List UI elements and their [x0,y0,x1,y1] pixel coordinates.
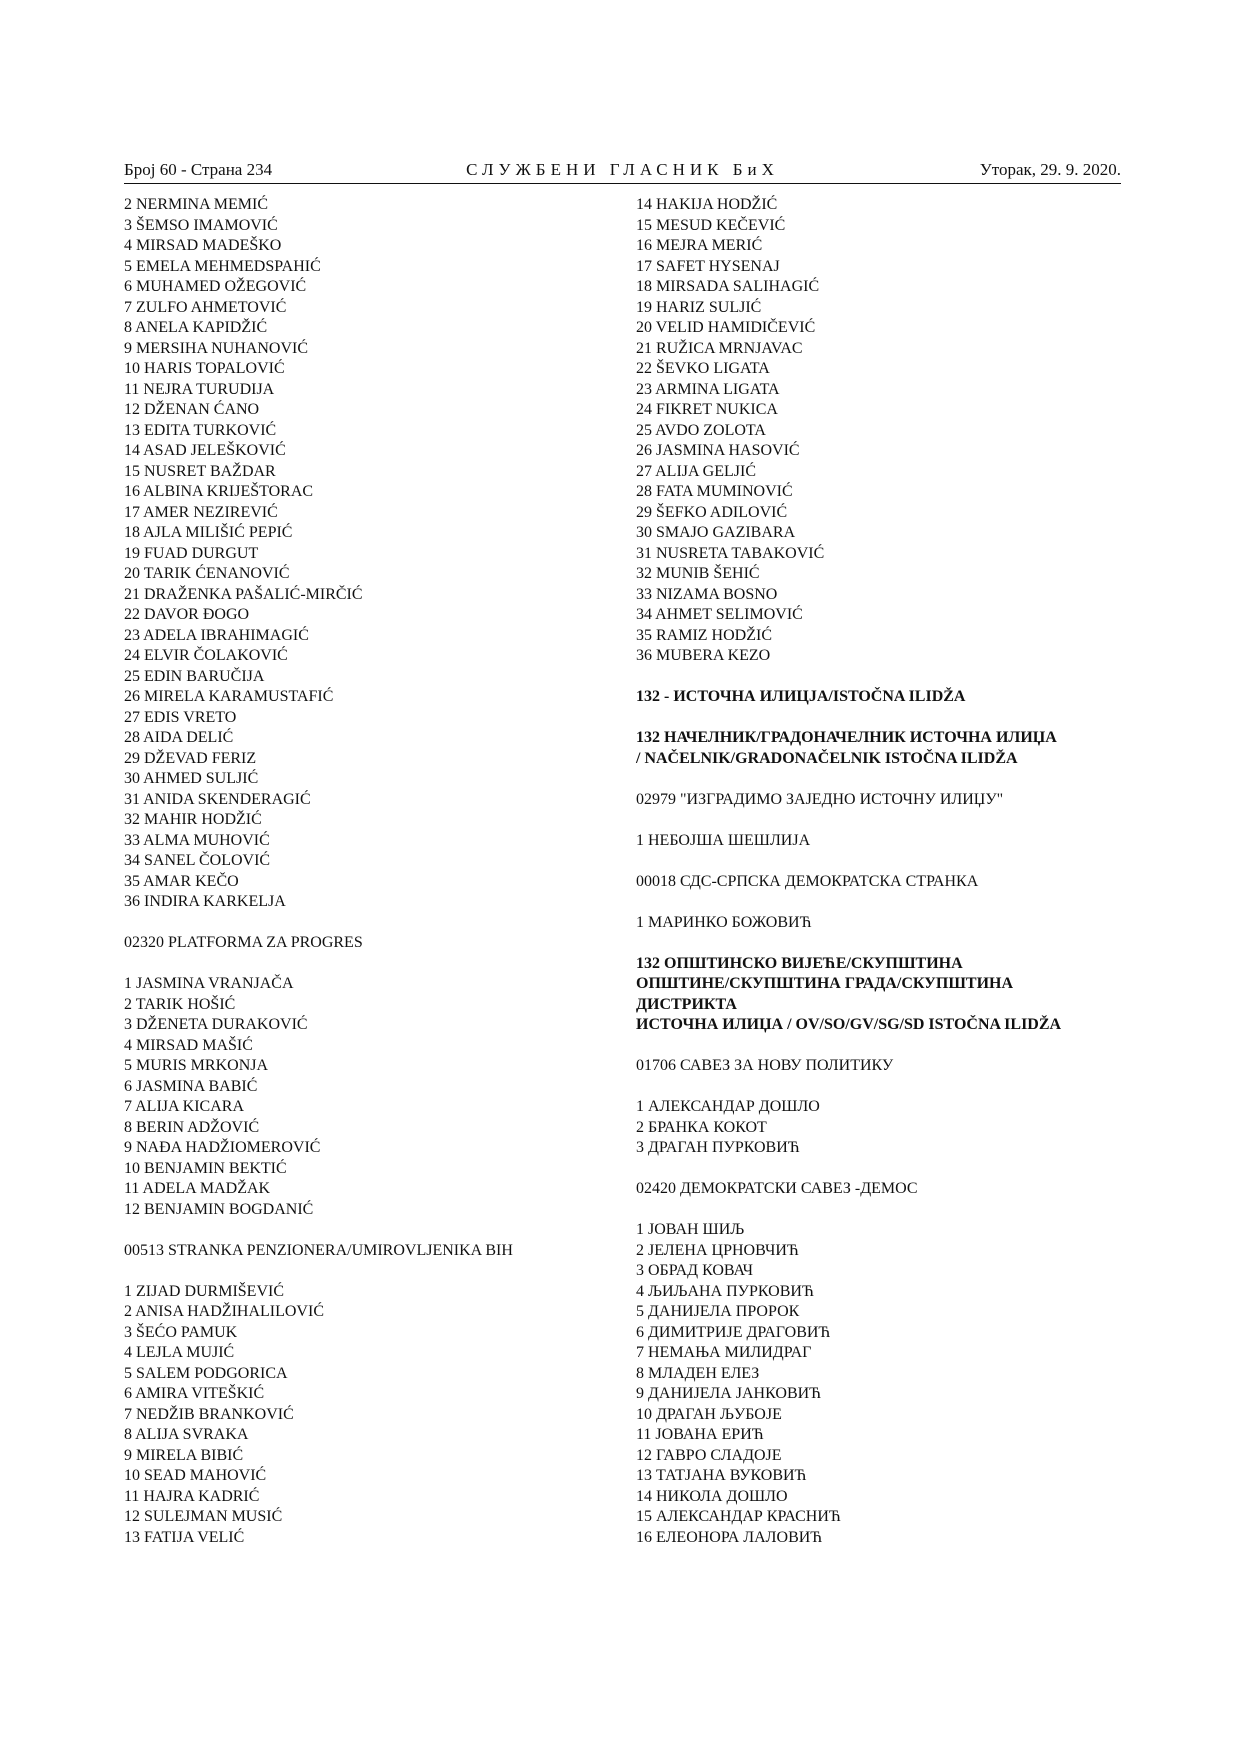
candidate-entry: 8 BERIN ADŽOVIĆ [124,1118,260,1136]
candidate-entry: 2 NERMINA MEMIĆ [124,196,269,213]
left-column [124,195,614,1548]
header-rule [124,183,1121,184]
page-header [124,159,1121,181]
right-column [636,195,1106,1548]
candidate-entry: 21 RUŽICA MRNJAVAC [636,339,803,357]
candidate-entry: 13 FATIJA VELIĆ [124,1528,245,1546]
candidate-entry: 8 МЛАДЕН ЕЛЕЗ [636,1364,760,1382]
candidate-entry: 14 ASAD JELEŠKOVIĆ [124,442,286,459]
candidate-entry: 32 MAHIR HODŽIĆ [124,811,262,828]
candidate-list [636,1220,1106,1548]
candidate-entry: 8 ANELA KAPIDŽIĆ [124,319,268,336]
candidate-entry: 2 TARIK HOŠIĆ [124,995,236,1013]
candidate-entry: 14 НИКОЛА ДОШЛО [636,1487,788,1505]
candidate-entry: 26 MIRELA KARAMUSTAFIĆ [124,688,334,705]
candidate-entry: 11 NEJRA TURUDIJA [124,380,275,398]
candidate-entry: 23 ARMINA LIGATA [636,380,780,398]
candidate-entry: 1 АЛЕКСАНДАР ДОШЛО [636,1098,820,1115]
candidate-entry: 3 DŽENETA DURAKOVIĆ [124,1016,308,1033]
candidate-entry: 26 JASMINA HASOVIĆ [636,442,800,459]
candidate-entry: 3 ОБРАД КОВАЧ [636,1262,754,1279]
candidate-entry: 16 MEJRA MERIĆ [636,237,763,254]
party-heading: 00018 СДС-СРПСКА ДЕМОКРАТСКА СТРАНКА [636,872,979,890]
candidate-entry: 9 ДАНИЈЕЛА ЈАНКОВИЋ [636,1385,822,1402]
candidate-entry: 17 SAFET HYSENAJ [636,257,780,275]
candidate-entry: 10 HARIS TOPALOVIĆ [124,360,285,377]
candidate-list [636,1097,1106,1159]
party-heading: 02320 PLATFORMA ZA PROGRES [124,934,363,951]
candidate-entry: 36 MUBERA KEZO [636,647,771,664]
candidate-entry: 1 НЕБОЈША ШЕШЛИЈА [636,831,811,849]
candidate-entry: 5 ДАНИЈЕЛА ПРОРОК [636,1303,800,1320]
candidate-entry: 15 АЛЕКСАНДАР КРАСНИЋ [636,1508,841,1525]
candidate-entry: 15 NUSRET BAŽDAR [124,462,276,480]
candidate-entry: 28 FATA MUMINOVIĆ [636,483,793,500]
candidate-entry: 25 AVDO ZOLOTA [636,421,766,439]
candidate-entry: 3 ДРАГАН ПУРКОВИЋ [636,1139,800,1156]
candidate-entry: 4 MIRSAD MADEŠKO [124,237,282,254]
candidate-entry: 23 ADELA IBRAHIMAGIĆ [124,626,309,644]
candidate-entry: 19 FUAD DURGUT [124,544,259,562]
candidate-entry: 7 NEDŽIB BRANKOVIĆ [124,1405,294,1423]
candidate-entry: 14 HAKIJA HODŽIĆ [636,196,778,213]
candidate-entry: 20 VELID HAMIDIČEVIĆ [636,319,816,336]
candidate-list [124,1282,614,1549]
candidate-entry: 7 ALIJA KICARA [124,1098,245,1115]
issue-page-label: Број 60 - Страна 234 [124,160,273,179]
candidate-entry: 32 MUNIB ŠEHIĆ [636,565,760,582]
candidate-entry: 24 FIKRET NUKICA [636,401,778,418]
candidate-entry: 34 AHMET SELIMOVIĆ [636,606,803,623]
candidate-entry: 6 ДИМИТРИЈЕ ДРАГОВИЋ [636,1323,831,1341]
candidate-entry: 25 EDIN BARUČIJA [124,667,265,685]
candidate-entry: 30 SMAJO GAZIBARA [636,524,796,541]
candidate-entry: 30 AHMED SULJIĆ [124,770,259,787]
party-heading: 01706 САВЕЗ ЗА НОВУ ПОЛИТИКУ [636,1057,894,1074]
candidate-entry: 9 MERSIHA NUHANOVIĆ [124,339,309,357]
candidate-entry: 9 NAĐA HADŽIOMEROVIĆ [124,1139,321,1156]
council-heading-line: ИСТОЧНА ИЛИЏА / OV/SO/GV/SG/SD ISTOČNA ILIDŽA [636,1016,1062,1033]
candidate-entry: 10 ДРАГАН ЉУБОЈЕ [636,1405,782,1423]
candidate-entry: 31 NUSRETA TABAKOVIĆ [636,544,825,562]
candidate-entry: 6 AMIRA VITEŠKIĆ [124,1385,265,1402]
party-heading: 02420 ДЕМОКРАТСКИ САВЕЗ -ДЕМОС [636,1180,918,1197]
candidate-entry: 16 ЕЛЕОНОРА ЛАЛОВИЋ [636,1528,823,1546]
candidate-entry: 12 SULEJMAN MUSIĆ [124,1508,283,1525]
candidate-entry: 21 DRAŽENKA PAŠALIĆ-MIRČIĆ [124,585,363,603]
candidate-entry: 9 MIRELA BIBIĆ [124,1446,244,1464]
issue-date: Уторак, 29. 9. 2020. [979,160,1121,179]
candidate-entry: 19 HARIZ SULJIĆ [636,298,762,316]
candidate-entry: 4 LEJLA MUJIĆ [124,1344,235,1361]
candidate-entry: 1 МАРИНКО БОЖОВИЋ [636,913,812,931]
council-heading-line: ОПШТИНЕ/СКУПШТИНА ГРАДА/СКУПШТИНА [636,975,1014,992]
mayor-heading-line: 132 НАЧЕЛНИК/ГРАДОНАЧЕЛНИК ИСТОЧНА ИЛИЏА [636,729,1057,746]
candidate-entry: 1 JASMINA VRANJAČA [124,975,294,992]
candidate-entry: 4 ЉИЉАНА ПУРКОВИЋ [636,1282,814,1300]
candidate-entry: 28 AIDA DELIĆ [124,729,234,746]
candidate-entry: 3 ŠEMSO IMAMOVIĆ [124,216,278,234]
candidate-entry: 35 RAMIZ HODŽIĆ [636,626,772,644]
candidate-entry: 7 ZULFO AHMETOVIĆ [124,298,287,316]
candidate-entry: 17 AMER NEZIREVIĆ [124,503,278,521]
council-heading-line: ДИСТРИКТА [636,995,737,1013]
candidate-entry: 35 AMAR KEČO [124,872,239,890]
candidate-list [636,195,1106,667]
candidate-entry: 15 MESUD KEČEVIĆ [636,216,786,234]
gazette-title: СЛУЖБЕНИ ГЛАСНИК БиХ [466,160,779,179]
candidate-entry: 12 DŽENAN ĆANO [124,401,260,418]
candidate-entry: 8 ALIJA SVRAKA [124,1426,249,1443]
candidate-entry: 10 SEAD MAHOVIĆ [124,1467,267,1484]
candidate-list [124,195,614,913]
candidate-entry: 12 BENJAMIN BOGDANIĆ [124,1200,314,1218]
candidate-entry: 29 ŠEFKO ADILOVIĆ [636,503,788,521]
candidate-entry: 18 AJLA MILIŠIĆ PEPIĆ [124,524,293,541]
candidate-entry: 1 ZIJAD DURMIŠEVIĆ [124,1282,284,1300]
party-heading: 02979 "ИЗГРАДИМО ЗАЈЕДНО ИСТОЧНУ ИЛИЏУ" [636,790,1004,808]
candidate-entry: 13 ТАТЈАНА ВУКОВИЋ [636,1467,807,1484]
unit-heading: 132 - ИСТОЧНА ИЛИЦЈА/ISTOČNA ILIDŽA [636,688,966,705]
candidate-entry: 34 SANEL ČOLOVIĆ [124,852,271,869]
council-heading-line: 132 ОПШТИНСКО ВИЈЕЋЕ/СКУПШТИНА [636,954,963,972]
candidate-entry: 24 ELVIR ČOLAKOVIĆ [124,647,288,664]
candidate-entry: 1 ЈОВАН ШИЉ [636,1221,745,1238]
candidate-entry: 20 TARIK ĆENANOVIĆ [124,565,290,582]
candidate-list [124,974,614,1220]
candidate-entry: 5 SALEM PODGORICA [124,1364,288,1382]
party-heading: 00513 STRANKA PENZIONERA/UMIROVLJENIKA BIH [124,1241,513,1259]
candidate-entry: 12 ГАВРО СЛАДОЈЕ [636,1446,782,1464]
candidate-entry: 27 EDIS VRETO [124,708,237,726]
candidate-entry: 36 INDIRA KARKELJA [124,893,286,910]
mayor-heading-line: / NAČELNIK/GRADONAČELNIK ISTOČNA ILIDŽA [636,749,1018,767]
candidate-entry: 2 ЈЕЛЕНА ЦРНОВЧИЋ [636,1241,799,1259]
candidate-entry: 2 БРАНКА КОКОТ [636,1118,767,1136]
candidate-entry: 2 ANISA HADŽIHALILOVIĆ [124,1303,324,1320]
candidate-entry: 27 ALIJA GELJIĆ [636,462,756,480]
candidate-entry: 31 ANIDA SKENDERAGIĆ [124,790,311,808]
candidate-entry: 11 ADELA MADŽAK [124,1180,271,1197]
candidate-entry: 10 BENJAMIN BEKTIĆ [124,1159,287,1177]
candidate-entry: 11 HAJRA KADRIĆ [124,1487,260,1505]
candidate-entry: 6 JASMINA BABIĆ [124,1077,258,1095]
candidate-entry: 5 EMELA MEHMEDSPAHIĆ [124,257,321,275]
candidate-entry: 5 MURIS MRKONJA [124,1057,269,1074]
candidate-entry: 29 DŽEVAD FERIZ [124,749,257,767]
candidate-entry: 33 ALMA MUHOVIĆ [124,831,270,849]
candidate-entry: 11 ЈОВАНА ЕРИЋ [636,1426,764,1443]
candidate-entry: 3 ŠEĆO PAMUK [124,1323,238,1341]
candidate-entry: 18 MIRSADA SALIHAGIĆ [636,278,820,295]
candidate-entry: 16 ALBINA KRIJEŠTORAC [124,483,314,500]
candidate-entry: 4 MIRSAD MAŠIĆ [124,1036,253,1054]
candidate-entry: 22 ŠEVKO LIGATA [636,360,770,377]
candidate-entry: 7 НЕМАЊА МИЛИДРАГ [636,1344,812,1361]
candidate-entry: 6 MUHAMED OŽEGOVIĆ [124,278,307,295]
candidate-entry: 22 DAVOR ĐOGO [124,606,250,623]
candidate-entry: 33 NIZAMA BOSNO [636,585,778,603]
candidate-entry: 13 EDITA TURKOVIĆ [124,421,277,439]
